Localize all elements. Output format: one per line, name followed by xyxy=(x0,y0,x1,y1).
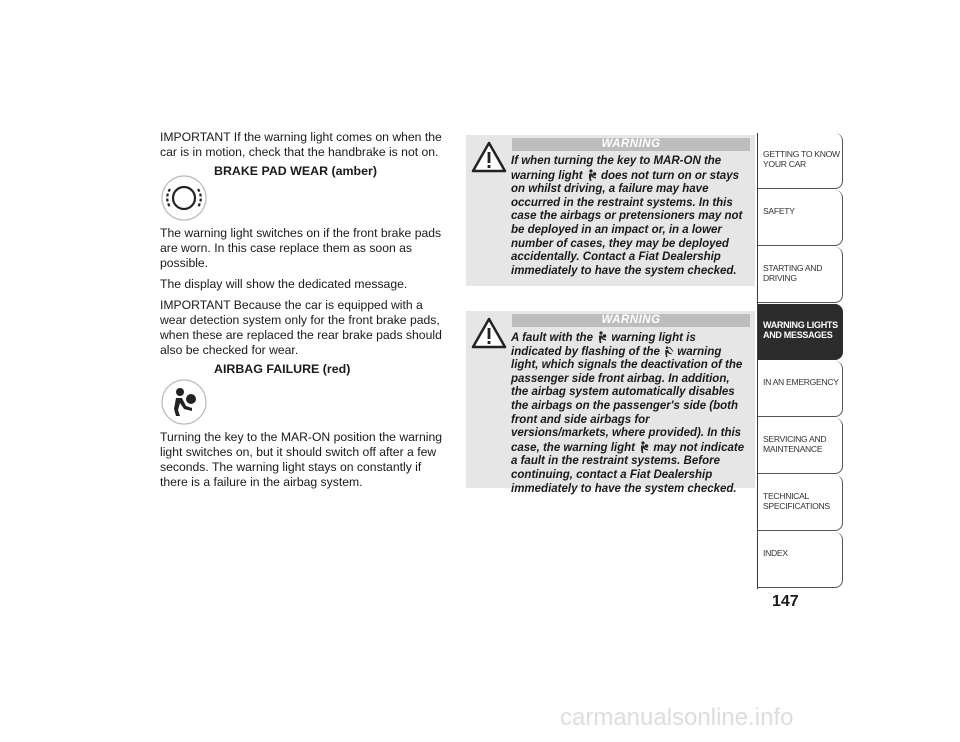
tab-technical-specifications[interactable]: TECHNICAL SPECIFICATIONS xyxy=(758,475,843,531)
page-number: 147 xyxy=(772,593,799,610)
tab-warning-lights-and-messages[interactable]: WARNING LIGHTS AND MESSAGES xyxy=(758,304,843,360)
warning-2-text xyxy=(471,331,749,496)
airbag-inline-icon xyxy=(586,169,598,181)
brake-heading-text: BRAKE PAD WEAR xyxy=(214,164,329,178)
brake-heading-suffix: (amber) xyxy=(331,164,377,178)
warning-1-line-b: does not turn on or stays on whilst driving, a failure may have occurred in the restraint systems. In this case the airbags or pretensioners may not be deployed in an impact or, in a lower number of cases, they may be deployed accidentally. Contact a Fiat Dealership immediately to have the system checked. xyxy=(511,169,743,277)
airbag-failure-section xyxy=(160,364,452,422)
brake-pad-paragraph: The warning light switches on if the front brake pads are worn. In this case replace them as soon as possible. xyxy=(160,226,442,270)
warning-box-1 xyxy=(466,135,755,286)
warning-header: WARNING xyxy=(512,314,750,327)
brake-pad-wear-icon xyxy=(160,174,208,222)
warning-1-line-a: If when turning the key to MAR-ON the warning light xyxy=(511,155,722,182)
chapter-tab-strip xyxy=(757,133,843,589)
left-column xyxy=(160,130,452,496)
tab-safety[interactable]: SAFETY xyxy=(758,190,843,246)
tab-in-an-emergency[interactable]: IN AN EMERGENCY xyxy=(758,361,843,417)
warning-box-2 xyxy=(466,311,755,495)
watermark: carmanualsonline.info xyxy=(560,704,794,731)
tab-servicing-and-maintenance[interactable]: SERVICING AND MAINTENANCE xyxy=(758,418,843,474)
tab-starting-and-driving[interactable]: STARTING AND DRIVING xyxy=(758,247,843,303)
airbag-heading-suffix: (red) xyxy=(322,362,351,376)
airbag-failure-heading xyxy=(214,362,350,377)
airbag-inline-icon xyxy=(638,441,650,453)
airbag-heading-text: AIRBAG FAILURE xyxy=(214,362,320,376)
brake-pad-wear-section xyxy=(160,166,452,218)
important-rear-pads-note: IMPORTANT Because the car is equipped with a wear detection system only for the front brake pads, when these are replaced the rear brake pads should also be checked for wear. xyxy=(160,298,442,357)
important-handbrake-note: IMPORTANT If the warning light comes on when the car is in motion, check that the handbrake is not on. xyxy=(160,130,442,159)
warning-2-part-1: A fault with the xyxy=(511,332,593,344)
display-message-paragraph: The display will show the dedicated message. xyxy=(160,277,408,291)
warning-header: WARNING xyxy=(512,138,750,151)
passenger-airbag-off-inline-icon xyxy=(663,346,674,357)
warning-2-part-2: warning light is indicated by flashing of the xyxy=(511,332,696,358)
warning-1-text xyxy=(471,155,749,278)
airbag-inline-icon xyxy=(596,331,608,343)
tab-index[interactable]: INDEX xyxy=(758,532,843,588)
warning-2-part-3: warning light, which signals the deactivation of the passenger side front airbag. In addition, the airbag system automatically disables the airbags on the passenger's side (both front and side airbags for versions/markets, where provided). In this case, the warning light xyxy=(511,345,743,454)
brake-pad-wear-heading xyxy=(214,164,377,179)
warning-2-part-4: may not indicate a fault in the restraint systems. Before continuing, contact a Fiat Dealership immediately to have the system checked. xyxy=(511,441,745,495)
tab-getting-to-know-your-car[interactable]: GETTING TO KNOW YOUR CAR xyxy=(758,133,843,189)
airbag-failure-icon xyxy=(160,378,208,426)
airbag-failure-paragraph: Turning the key to the MAR-ON position the warning light switches on, but it should switch off after a few seconds. The warning light stays on constantly if there is a failure in the airbag system. xyxy=(160,430,443,489)
